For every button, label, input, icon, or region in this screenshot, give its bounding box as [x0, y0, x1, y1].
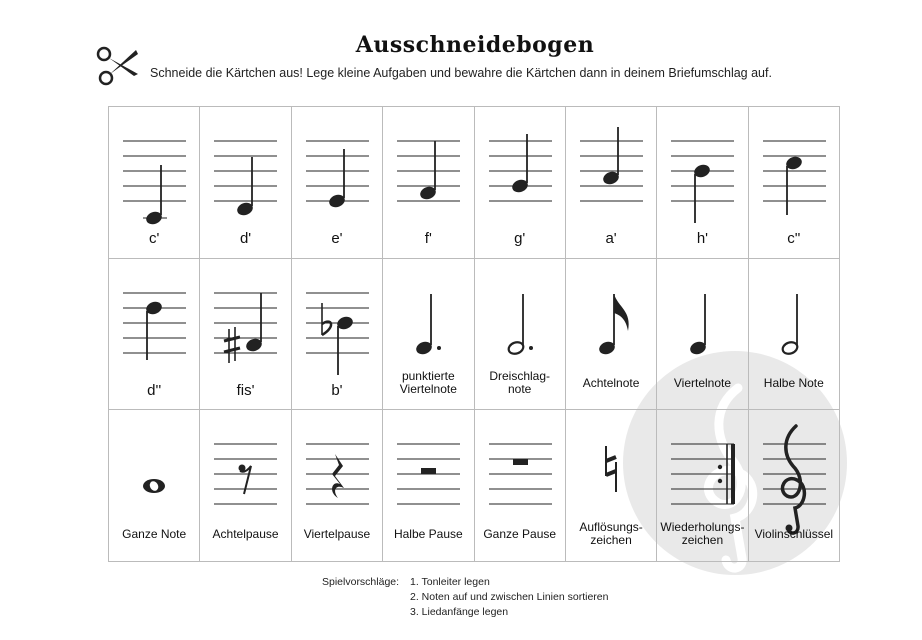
card-label: Achtelnote — [582, 375, 640, 390]
card-label: c'' — [787, 230, 801, 247]
card-d1[interactable] — [200, 107, 291, 259]
card-label: Dreischlag- note — [489, 368, 551, 396]
card-dotted-quarter[interactable] — [383, 259, 474, 411]
card-label: punktierte Viertelnote — [399, 368, 457, 396]
card-label: Halbe Note — [763, 375, 824, 390]
card-grid — [108, 106, 840, 562]
card-half-rest[interactable] — [383, 410, 474, 562]
card-d2[interactable] — [109, 259, 200, 411]
card-label: c' — [149, 230, 160, 247]
card-label: Wiederholungs- zeichen — [660, 520, 745, 548]
card-label: Viertelnote — [673, 375, 732, 390]
card-g1[interactable] — [475, 107, 566, 259]
card-h1[interactable] — [657, 107, 748, 259]
card-half[interactable] — [749, 259, 840, 411]
card-a1[interactable] — [566, 107, 657, 259]
card-treble-clef[interactable] — [749, 410, 840, 562]
suggestion-item: 1. Tonleiter legen — [410, 576, 490, 588]
card-label: d' — [239, 230, 252, 247]
card-c2[interactable] — [749, 107, 840, 259]
card-label: b' — [331, 381, 343, 399]
card-label: Ganze Pause — [483, 527, 557, 542]
card-label: Viertelpause — [303, 527, 371, 542]
card-c1[interactable] — [109, 107, 200, 259]
card-label: fis' — [236, 381, 255, 399]
card-f1[interactable] — [383, 107, 474, 259]
suggestion-item: 3. Liedanfänge legen — [410, 606, 509, 618]
card-e1[interactable] — [292, 107, 383, 259]
card-label: Auflösungs- zeichen — [579, 520, 643, 548]
card-natural[interactable] — [566, 410, 657, 562]
page-title: Ausschneidebogen — [355, 32, 595, 58]
sharp-icon — [224, 327, 240, 363]
card-label: f' — [424, 230, 432, 247]
card-label: h' — [696, 230, 709, 247]
card-eighth[interactable] — [566, 259, 657, 411]
instruction-text: Schneide die Kärtchen aus! Lege kleine Aufgaben und bewahre die Kärtchen dann in deinem Briefumschlag auf. — [150, 66, 772, 80]
card-label: e' — [331, 230, 343, 247]
card-label: a' — [605, 230, 617, 247]
card-quarter[interactable] — [657, 259, 748, 411]
card-quarter-rest[interactable] — [292, 410, 383, 562]
card-label: Violinschlüssel — [754, 527, 834, 542]
card-dotted-half[interactable] — [475, 259, 566, 411]
card-repeat[interactable] — [657, 410, 748, 562]
suggestions-label: Spielvorschläge: — [322, 576, 400, 588]
card-fis1[interactable] — [200, 259, 291, 411]
card-label: d'' — [147, 381, 162, 399]
card-whole-rest[interactable] — [475, 410, 566, 562]
card-whole[interactable] — [109, 410, 200, 562]
suggestion-item: 2. Noten auf und zwischen Linien sortieren — [410, 591, 609, 603]
card-label: g' — [514, 230, 526, 247]
card-b1[interactable] — [292, 259, 383, 411]
card-label: Ganze Note — [122, 527, 187, 542]
card-label: Halbe Pause — [393, 527, 463, 542]
card-label: Achtelpause — [212, 527, 279, 542]
card-eighth-rest[interactable] — [200, 410, 291, 562]
